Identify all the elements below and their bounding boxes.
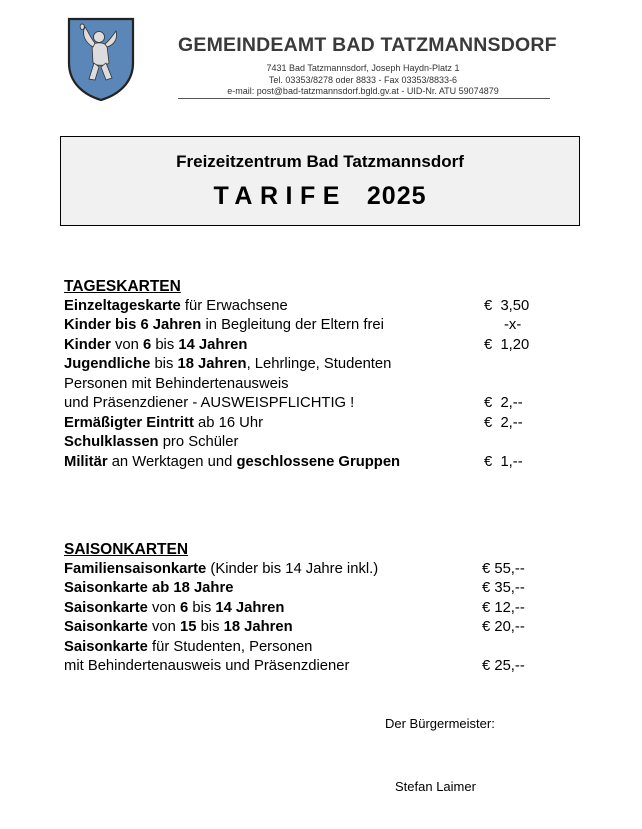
signature-name: Stefan Laimer bbox=[395, 779, 476, 794]
tariff-label-segment: Kinder bis 6 Jahren bbox=[64, 317, 202, 333]
title-box bbox=[60, 136, 580, 226]
tariff-label-segment: Saisonkarte bbox=[64, 638, 148, 655]
tariff-label-segment: 6 bbox=[179, 599, 189, 616]
tariff-price: € 3,50 bbox=[484, 297, 530, 314]
tariff-row bbox=[64, 394, 523, 414]
letterhead bbox=[178, 34, 557, 98]
tariff-label-segment: 14 Jahren bbox=[178, 336, 248, 353]
tariff-price: € 1,-- bbox=[484, 453, 523, 470]
tariff-label-segment: in Begleitung der Eltern frei bbox=[201, 317, 384, 333]
municipal-crest bbox=[66, 17, 136, 101]
tariff-row bbox=[64, 453, 523, 473]
tariff-label-segment: Familiensaisonkarte bbox=[64, 560, 207, 577]
tariff-label bbox=[64, 454, 400, 470]
tariff-label-segment: 18 Jahren bbox=[177, 356, 247, 372]
tariff-label-segment: bis bbox=[150, 356, 178, 372]
tariff-price: € 2,-- bbox=[484, 395, 523, 411]
tariff-label-segment: pro Schüler bbox=[158, 434, 239, 450]
tariff-label-segment: ab 16 Uhr bbox=[193, 414, 263, 431]
tariff-label-segment: Saisonkarte bbox=[64, 619, 148, 635]
tariff-row bbox=[64, 560, 525, 580]
tariff-price: -x- bbox=[504, 317, 522, 333]
tariff-label bbox=[64, 434, 238, 450]
tariff-price: € 1,20 bbox=[484, 336, 530, 353]
tariff-price: € 55,-- bbox=[482, 560, 525, 577]
tariff-label-segment: mit Behindertenausweis und Präsenzdiener bbox=[64, 658, 350, 674]
tariff-label-segment: geschlossene Gruppen bbox=[236, 453, 401, 470]
tariff-label bbox=[64, 356, 391, 372]
tariff-label-segment: (Kinder bis 14 Jahre inkl.) bbox=[206, 560, 379, 577]
tariff-label-segment: 15 bbox=[179, 619, 197, 635]
tariff-label-segment: Militär bbox=[64, 453, 108, 470]
tariff-label-segment: für Erwachsene bbox=[180, 297, 288, 314]
tariff-price: € 12,-- bbox=[482, 599, 525, 616]
tariff-label-segment: , Lehrlinge, Studenten bbox=[246, 356, 392, 372]
tariff-row bbox=[64, 599, 525, 619]
tariff-row bbox=[64, 657, 525, 677]
letterhead-divider bbox=[178, 98, 550, 99]
document-title bbox=[61, 182, 579, 211]
tariff-row bbox=[64, 433, 400, 453]
tariff-price: € 2,-- bbox=[484, 414, 523, 431]
tariff-label-segment: Schulklassen bbox=[64, 434, 159, 450]
email-line: e-mail: post@bad-tatzmannsdorf.bgld.gv.at - UID-Nr. ATU 59074879 bbox=[227, 86, 499, 96]
tageskarten-list bbox=[64, 297, 530, 473]
tariff-price: € 35,-- bbox=[482, 580, 525, 596]
tariff-label-segment: von bbox=[110, 336, 143, 353]
saisonkarten-list bbox=[64, 560, 525, 677]
tariff-label-segment: Jugendliche bbox=[64, 356, 151, 372]
title-heading: TARIFE bbox=[213, 182, 347, 210]
tageskarten-heading: TAGESKARTEN bbox=[64, 278, 181, 295]
tariff-label bbox=[64, 658, 349, 674]
tariff-label-segment: von bbox=[147, 599, 180, 616]
tariff-row bbox=[64, 375, 400, 395]
tariff-label bbox=[64, 580, 233, 596]
tariff-label-segment: bis bbox=[196, 619, 224, 635]
tariff-label-segment: für Studenten, Personen bbox=[147, 638, 313, 655]
address-line: 7431 Bad Tatzmannsdorf, Joseph Haydn-Platz 1 bbox=[266, 63, 460, 73]
tariff-row bbox=[64, 414, 523, 434]
crest-icon bbox=[66, 17, 136, 101]
tariff-label-segment: bis bbox=[151, 336, 179, 353]
tariff-row bbox=[64, 579, 525, 599]
tariff-label bbox=[64, 317, 384, 333]
tariff-row bbox=[64, 355, 400, 375]
phone-line: Tel. 03353/8278 oder 8833 - Fax 03353/8833-6 bbox=[268, 74, 458, 85]
tariff-label bbox=[64, 619, 293, 635]
tariff-row bbox=[64, 316, 522, 336]
tariff-row bbox=[64, 618, 525, 638]
tariff-label-segment: und Präsenzdiener - AUSWEISPFLICHTIG ! bbox=[64, 395, 355, 411]
organization-name: GEMEINDEAMT BAD TATZMANNSDORF bbox=[178, 34, 557, 56]
tariff-row bbox=[64, 638, 378, 658]
tariff-label bbox=[64, 395, 354, 411]
tariff-label bbox=[64, 337, 247, 353]
tariff-label-segment: Saisonkarte bbox=[64, 599, 148, 616]
tariff-label bbox=[64, 415, 263, 431]
tageskarten-section bbox=[64, 277, 530, 472]
tariff-label-segment: 6 bbox=[142, 336, 152, 353]
saisonkarten-section bbox=[64, 540, 525, 677]
signature-label: Der Bürgermeister: bbox=[385, 716, 495, 731]
tariff-label-segment: Saisonkarte ab 18 Jahre bbox=[64, 580, 234, 596]
tariff-label-segment: Personen mit Behindertenausweis bbox=[64, 375, 289, 392]
tariff-price: € 25,-- bbox=[482, 658, 525, 674]
tariff-label bbox=[64, 561, 378, 577]
tariff-row bbox=[64, 336, 530, 356]
tariff-label-segment: 14 Jahren bbox=[215, 599, 285, 616]
tariff-label-segment: Ermäßigter Eintritt bbox=[64, 414, 194, 431]
tariff-label-segment: an Werktagen und bbox=[107, 453, 237, 470]
tariff-row bbox=[64, 297, 530, 317]
tariff-label-segment: von bbox=[147, 619, 180, 635]
tariff-label bbox=[64, 600, 284, 616]
document-subtitle: Freizeitzentrum Bad Tatzmannsdorf bbox=[176, 152, 464, 171]
title-year: 2025 bbox=[366, 182, 427, 210]
tariff-label-segment: 18 Jahren bbox=[223, 619, 293, 635]
saisonkarten-heading: SAISONKARTEN bbox=[64, 541, 189, 558]
tariff-label bbox=[64, 376, 289, 392]
tariff-label-segment: Kinder bbox=[64, 336, 111, 353]
tariff-label bbox=[64, 298, 288, 314]
tariff-label-segment: Einzeltageskarte bbox=[64, 297, 181, 314]
tariff-label-segment: bis bbox=[188, 599, 216, 616]
tariff-price: € 20,-- bbox=[482, 619, 525, 635]
tariff-label bbox=[64, 639, 312, 655]
